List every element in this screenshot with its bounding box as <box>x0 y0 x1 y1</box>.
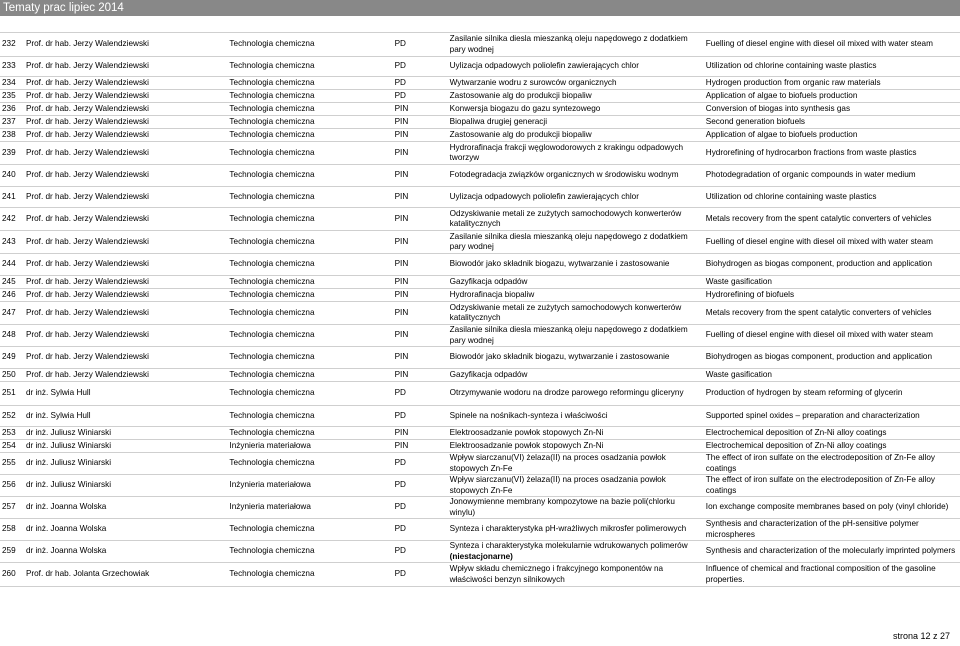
field-of-study-cell: Technologia chemiczna <box>229 116 315 126</box>
supervisor-cell: Prof. dr hab. Jerzy Walendziewski <box>25 289 149 299</box>
field-of-study-cell: Technologia chemiczna <box>229 170 315 180</box>
supervisor-cell: Prof. dr hab. Jerzy Walendziewski <box>25 259 149 269</box>
supervisor-cell: Prof. dr hab. Jerzy Walendziewski <box>25 61 149 71</box>
thesis-type-cell: PIN <box>394 259 409 269</box>
title-pl-cell: Odzyskiwanie metali ze zużytych samochodowych konwerterów katalitycznych <box>449 208 682 228</box>
supervisor-cell: Prof. dr hab. Jerzy Walendziewski <box>25 170 149 180</box>
table-row <box>0 103 960 116</box>
title-en-cell: Photodegradation of organic compounds in water medium <box>705 170 916 180</box>
field-of-study-cell: Technologia chemiczna <box>229 213 315 223</box>
field-of-study-cell: Technologia chemiczna <box>229 103 315 113</box>
field-of-study-cell: Technologia chemiczna <box>229 546 315 556</box>
thesis-type-cell: PIN <box>394 369 409 379</box>
title-en-cell: Conversion of biogas into synthesis gas <box>705 103 851 113</box>
table-row <box>0 208 960 231</box>
table-row <box>0 165 960 187</box>
field-of-study-cell: Inżynieria materiałowa <box>229 502 311 512</box>
field-of-study-cell: Technologia chemiczna <box>229 289 315 299</box>
supervisor-cell: Prof. dr hab. Jerzy Walendziewski <box>25 330 149 340</box>
title-en-cell: Biohydrogen as biogas component, production and application <box>705 259 933 269</box>
title-pl-cell: Fotodegradacja związków organicznych w środowisku wodnym <box>449 170 679 180</box>
title-en-cell: Supported spinel oxides – preparation and characterization <box>705 410 920 420</box>
thesis-type-cell: PIN <box>394 170 409 180</box>
supervisor-cell: Prof. dr hab. Jerzy Walendziewski <box>25 236 149 246</box>
thesis-type-cell: PD <box>394 90 406 100</box>
thesis-type-cell: PD <box>394 410 406 420</box>
row-number: 258 <box>2 524 16 534</box>
supervisor-cell: Prof. dr hab. Jerzy Walendziewski <box>25 213 149 223</box>
field-of-study-cell: Technologia chemiczna <box>229 77 315 87</box>
table-row <box>0 519 960 541</box>
title-en-cell: Application of algae to biofuels production <box>705 129 858 139</box>
supervisor-cell: Prof. dr hab. Jerzy Walendziewski <box>25 307 149 317</box>
page-number: strona 12 z 27 <box>892 631 950 641</box>
row-number: 233 <box>2 61 16 71</box>
table-row <box>0 276 960 289</box>
supervisor-cell: Prof. dr hab. Jerzy Walendziewski <box>25 90 149 100</box>
supervisor-cell: dr inż. Juliusz Winiarski <box>25 480 112 490</box>
row-number: 248 <box>2 330 16 340</box>
row-number: 257 <box>2 502 16 512</box>
thesis-type-cell: PD <box>394 388 406 398</box>
table-row <box>0 187 960 208</box>
thesis-type-cell: PIN <box>394 213 409 223</box>
thesis-type-cell: PD <box>394 61 406 71</box>
title-pl-cell: Zastosowanie alg do produkcji biopaliw <box>449 129 592 139</box>
table-row <box>0 116 960 129</box>
field-of-study-cell: Technologia chemiczna <box>229 129 315 139</box>
table-row <box>0 57 960 77</box>
supervisor-cell: dr inż. Joanna Wolska <box>25 546 107 556</box>
thesis-type-cell: PD <box>394 546 406 556</box>
title-en-cell: Synthesis and characterization of the molecularly imprinted polymers <box>705 546 956 556</box>
row-number: 242 <box>2 213 16 223</box>
title-en-cell: Metals recovery from the spent catalytic converters of vehicles <box>705 213 932 223</box>
title-pl-cell: Biowodór jako składnik biogazu, wytwarzanie i zastosowanie <box>449 352 670 362</box>
title-pl-cell: Zasilanie silnika diesla mieszanką oleju napędowego z dodatkiem pary wodnej <box>449 231 688 251</box>
title-en-cell: Influence of chemical and fractional composition of the gasoline properties. <box>705 564 936 584</box>
title-en-cell: Utilization od chlorine containing waste plastics <box>705 191 877 201</box>
title-pl-cell: Hydrorafinacja biopaliw <box>449 289 535 299</box>
field-of-study-cell: Technologia chemiczna <box>229 388 315 398</box>
thesis-type-cell: PD <box>394 77 406 87</box>
thesis-type-cell: PIN <box>394 289 409 299</box>
row-number: 254 <box>2 440 16 450</box>
document-header <box>0 0 960 16</box>
table-row <box>0 77 960 90</box>
field-of-study-cell: Technologia chemiczna <box>229 458 315 468</box>
title-en-cell: Fuelling of diesel engine with diesel oil mixed with water steam <box>705 236 933 246</box>
supervisor-cell: dr inż. Juliusz Winiarski <box>25 440 112 450</box>
title-en-cell: Hydrorefining of hydrocarbon fractions from waste plastics <box>705 147 917 157</box>
title-pl-cell: Zasilanie silnika diesla mieszanką oleju napędowego z dodatkiem pary wodnej <box>449 325 688 345</box>
title-pl-cell: Jonowymienne membrany kompozytowe na bazie poli(chlorku winylu) <box>449 497 675 517</box>
row-number: 244 <box>2 259 16 269</box>
title-en-cell: Fuelling of diesel engine with diesel oil mixed with water steam <box>705 330 933 340</box>
row-number: 238 <box>2 129 16 139</box>
table-row <box>0 289 960 302</box>
supervisor-cell: dr inż. Juliusz Winiarski <box>25 458 112 468</box>
title-pl-cell: Biopaliwa drugiej generacji <box>449 116 548 126</box>
row-number: 256 <box>2 480 16 490</box>
supervisor-cell: Prof. dr hab. Jerzy Walendziewski <box>25 129 149 139</box>
title-pl-cell: Wpływ siarczanu(VI) żelaza(II) na proces osadzania powłok stopowych Zn-Fe <box>449 475 666 495</box>
header-title: Tematy prac lipiec 2014 <box>3 2 124 14</box>
table-row <box>0 254 960 276</box>
row-number: 237 <box>2 116 16 126</box>
title-pl-cell: Wpływ siarczanu(VI) żelaza(II) na proces osadzania powłok stopowych Zn-Fe <box>449 453 666 473</box>
row-number: 255 <box>2 458 16 468</box>
supervisor-cell: Prof. dr hab. Jerzy Walendziewski <box>25 352 149 362</box>
table-row <box>0 453 960 475</box>
thesis-type-cell: PIN <box>394 191 409 201</box>
thesis-type-cell: PD <box>394 569 406 579</box>
table-row <box>0 347 960 369</box>
row-number: 236 <box>2 103 16 113</box>
thesis-type-cell: PIN <box>394 427 409 437</box>
row-number: 249 <box>2 352 16 362</box>
supervisor-cell: Prof. dr hab. Jerzy Walendziewski <box>25 147 149 157</box>
title-en-cell: Utilization od chlorine containing waste plastics <box>705 61 877 71</box>
supervisor-cell: Prof. dr hab. Jerzy Walendziewski <box>25 39 149 49</box>
title-en-cell: Metals recovery from the spent catalytic converters of vehicles <box>705 307 932 317</box>
title-pl-cell: Biowodór jako składnik biogazu, wytwarzanie i zastosowanie <box>449 259 670 269</box>
row-number: 259 <box>2 546 16 556</box>
field-of-study-cell: Technologia chemiczna <box>229 427 315 437</box>
title-en-cell: Biohydrogen as biogas component, production and application <box>705 352 933 362</box>
row-number: 232 <box>2 39 16 49</box>
supervisor-cell: Prof. dr hab. Jerzy Walendziewski <box>25 369 149 379</box>
row-number: 240 <box>2 170 16 180</box>
title-pl-cell: Uylizacja odpadowych poliolefin zawierających chlor <box>449 61 639 71</box>
supervisor-cell: Prof. dr hab. Jerzy Walendziewski <box>25 103 149 113</box>
title-en-cell: Waste gasification <box>705 276 772 286</box>
row-number: 235 <box>2 90 16 100</box>
supervisor-cell: dr inż. Sylwia Hull <box>25 410 91 420</box>
title-pl-cell: Gazyfikacja odpadów <box>449 369 528 379</box>
title-pl-cell <box>448 541 704 563</box>
title-pl-cell: Elektroosadzanie powłok stopowych Zn-Ni <box>449 427 604 437</box>
table-row <box>0 129 960 142</box>
supervisor-cell: dr inż. Sylwia Hull <box>25 388 91 398</box>
field-of-study-cell: Technologia chemiczna <box>229 90 315 100</box>
title-en-cell: Electrochemical deposition of Zn-Ni alloy coatings <box>705 427 887 437</box>
supervisor-cell: Prof. dr hab. Jerzy Walendziewski <box>25 276 149 286</box>
thesis-type-cell: PIN <box>394 129 409 139</box>
title-en-cell: Ion exchange composite membranes based on poly (vinyl chloride) <box>705 502 949 512</box>
table-row <box>0 369 960 382</box>
thesis-type-cell: PIN <box>394 116 409 126</box>
field-of-study-cell: Technologia chemiczna <box>229 61 315 71</box>
row-number: 241 <box>2 191 16 201</box>
field-of-study-cell: Technologia chemiczna <box>229 259 315 269</box>
title-en-cell: Waste gasification <box>705 369 772 379</box>
field-of-study-cell: Technologia chemiczna <box>229 307 315 317</box>
table-row <box>0 563 960 587</box>
title-en-cell: Second generation biofuels <box>705 116 806 126</box>
table-row <box>0 33 960 57</box>
field-of-study-cell: Technologia chemiczna <box>229 191 315 201</box>
row-number: 234 <box>2 77 16 87</box>
row-number: 246 <box>2 289 16 299</box>
topics-table <box>0 32 960 587</box>
thesis-type-cell: PIN <box>394 440 409 450</box>
thesis-type-cell: PIN <box>394 307 409 317</box>
table-row <box>0 541 960 563</box>
field-of-study-cell: Technologia chemiczna <box>229 147 315 157</box>
title-pl-cell: Odzyskiwanie metali ze zużytych samochodowych konwerterów katalitycznych <box>449 302 682 322</box>
field-of-study-cell: Technologia chemiczna <box>229 39 315 49</box>
field-of-study-cell: Inżynieria materiałowa <box>229 440 311 450</box>
supervisor-cell: Prof. dr hab. Jerzy Walendziewski <box>25 77 149 87</box>
thesis-type-cell: PIN <box>394 147 409 157</box>
thesis-type-cell: PD <box>394 480 406 490</box>
field-of-study-cell: Technologia chemiczna <box>229 330 315 340</box>
row-number: 253 <box>2 427 16 437</box>
title-pl-cell: Zasilanie silnika diesla mieszanką oleju napędowego z dodatkiem pary wodnej <box>449 34 688 54</box>
row-number: 250 <box>2 369 16 379</box>
title-pl-cell: Hydrorafinacja frakcji węglowodorowych z krakingu odpadowych tworzyw <box>449 142 684 162</box>
title-en-cell: Production of hydrogen by steam reforming of glycerin <box>705 388 903 398</box>
table-row <box>0 497 960 519</box>
table-row <box>0 406 960 427</box>
title-en-cell: The effect of iron sulfate on the electrodeposition of Zn-Fe alloy coatings <box>705 453 936 473</box>
field-of-study-cell: Technologia chemiczna <box>229 352 315 362</box>
title-en-cell: Hydrorefining of biofuels <box>705 289 795 299</box>
title-pl-cell: Uylizacja odpadowych poliolefin zawierających chlor <box>449 191 639 201</box>
title-pl-cell: Synteza i charakterystyka pH-wrażliwych mikrosfer polimerowych <box>449 524 687 534</box>
supervisor-cell: Prof. dr hab. Jerzy Walendziewski <box>25 116 149 126</box>
table-row <box>0 325 960 347</box>
field-of-study-cell: Technologia chemiczna <box>229 236 315 246</box>
title-en-cell: Application of algae to biofuels production <box>705 90 858 100</box>
title-en-cell: Synthesis and characterization of the pH-sensitive polymer microspheres <box>705 519 919 539</box>
thesis-type-cell: PIN <box>394 103 409 113</box>
title-pl-cell: Spinele na nośnikach-synteza i właściwości <box>449 410 608 420</box>
row-number: 251 <box>2 388 16 398</box>
supervisor-cell: Prof. dr hab. Jolanta Grzechowiak <box>25 569 150 579</box>
title-pl-text: Synteza i charakterystyka molekularnie wdrukowanych polimerów <box>449 541 688 551</box>
title-pl-cell: Wpływ składu chemicznego i frakcyjnego komponentów na właściwości benzyn silnikowych <box>449 564 664 584</box>
thesis-type-cell: PD <box>394 502 406 512</box>
row-number: 252 <box>2 410 16 420</box>
title-pl-cell: Gazyfikacja odpadów <box>449 276 528 286</box>
thesis-type-cell: PD <box>394 39 406 49</box>
thesis-type-cell: PD <box>394 524 406 534</box>
title-pl-cell: Konwersja biogazu do gazu syntezowego <box>449 103 601 113</box>
thesis-type-cell: PIN <box>394 352 409 362</box>
field-of-study-cell: Inżynieria materiałowa <box>229 480 311 490</box>
supervisor-cell: dr inż. Joanna Wolska <box>25 502 107 512</box>
table-row <box>0 475 960 497</box>
field-of-study-cell: Technologia chemiczna <box>229 369 315 379</box>
thesis-type-cell: PIN <box>394 330 409 340</box>
title-pl-bold-text: (niestacjonarne) <box>449 551 513 561</box>
thesis-type-cell: PIN <box>394 276 409 286</box>
table-row <box>0 302 960 325</box>
title-pl-cell: Zastosowanie alg do produkcji biopaliw <box>449 90 592 100</box>
row-number: 245 <box>2 276 16 286</box>
field-of-study-cell: Technologia chemiczna <box>229 276 315 286</box>
field-of-study-cell: Technologia chemiczna <box>229 569 315 579</box>
field-of-study-cell: Technologia chemiczna <box>229 410 315 420</box>
table-row <box>0 142 960 165</box>
title-pl-cell: Otrzymywanie wodoru na drodze parowego reformingu gliceryny <box>449 388 684 398</box>
thesis-type-cell: PD <box>394 458 406 468</box>
title-en-cell: The effect of iron sulfate on the electrodeposition of Zn-Fe alloy coatings <box>705 475 936 495</box>
supervisor-cell: Prof. dr hab. Jerzy Walendziewski <box>25 191 149 201</box>
table-row <box>0 90 960 103</box>
row-number: 260 <box>2 569 16 579</box>
row-number: 243 <box>2 236 16 246</box>
title-pl-cell: Wytwarzanie wodru z surowców organicznych <box>449 77 617 87</box>
title-en-cell: Hydrogen production from organic raw materials <box>705 77 881 87</box>
row-number: 239 <box>2 147 16 157</box>
title-en-cell: Electrochemical deposition of Zn-Ni alloy coatings <box>705 440 887 450</box>
thesis-type-cell: PIN <box>394 236 409 246</box>
table-row <box>0 440 960 453</box>
title-en-cell: Fuelling of diesel engine with diesel oil mixed with water steam <box>705 39 933 49</box>
row-number: 247 <box>2 307 16 317</box>
supervisor-cell: dr inż. Juliusz Winiarski <box>25 427 112 437</box>
field-of-study-cell: Technologia chemiczna <box>229 524 315 534</box>
title-pl-cell: Elektroosadzanie powłok stopowych Zn-Ni <box>449 440 604 450</box>
table-row <box>0 427 960 440</box>
table-row <box>0 382 960 406</box>
supervisor-cell: dr inż. Joanna Wolska <box>25 524 107 534</box>
table-row <box>0 231 960 254</box>
